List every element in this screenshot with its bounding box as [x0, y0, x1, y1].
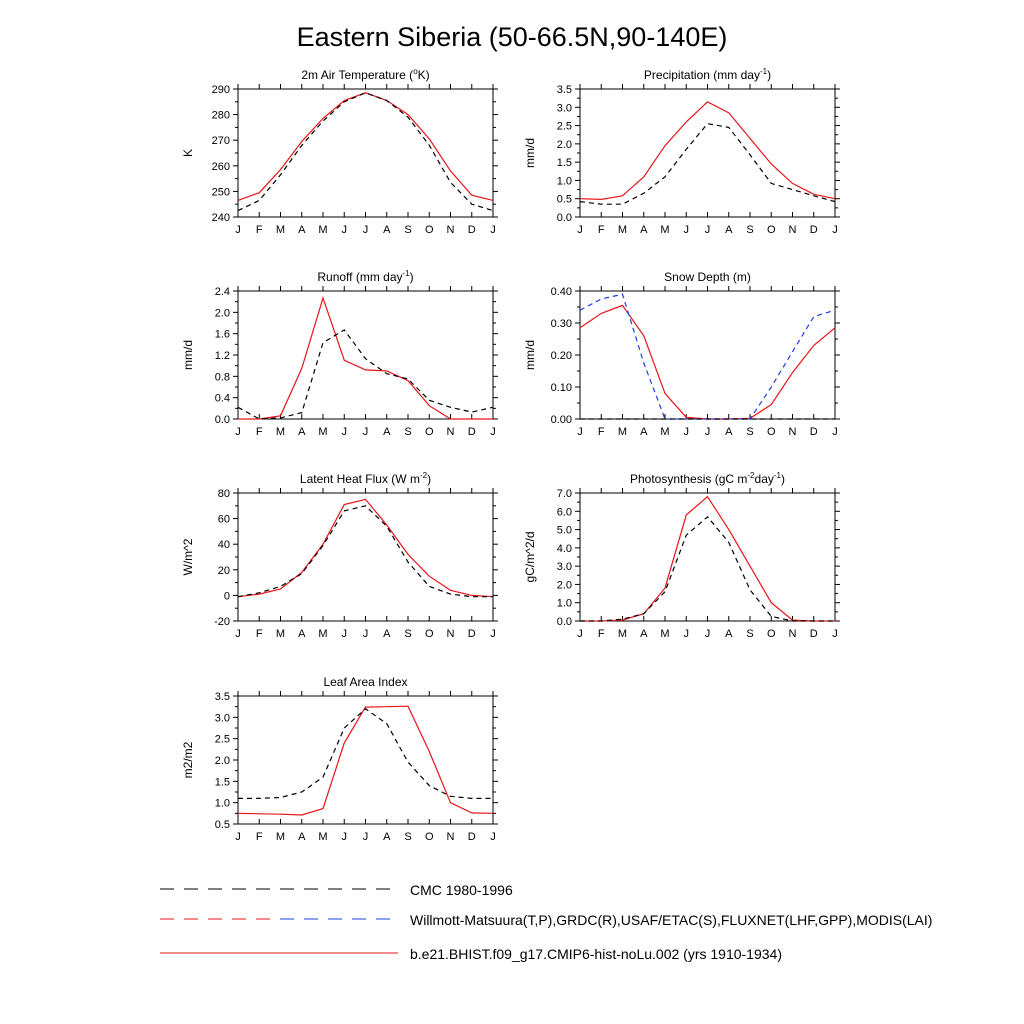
y-tick-label: 0.8 — [214, 371, 230, 384]
panel-5 — [523, 471, 840, 640]
panel-title — [630, 471, 785, 486]
y-tick-label: 0.0 — [556, 212, 572, 224]
y-tick-label: 0 — [223, 590, 230, 603]
panel-title-title-main: Latent Heat Flux (W m — [299, 472, 420, 486]
x-tick-label: S — [404, 426, 412, 438]
x-tick-label: A — [383, 426, 391, 438]
panel-title-title-main: Snow Depth (m) — [664, 270, 751, 284]
x-tick-label: M — [617, 224, 628, 236]
panel-title-title-sup: -2 — [419, 471, 428, 480]
x-tick-label: J — [577, 426, 583, 438]
x-tick-label: D — [467, 224, 476, 236]
panel-title — [644, 67, 771, 82]
x-tick-label: D — [467, 426, 476, 438]
y-axis-label: mm/d — [523, 340, 537, 370]
x-tick-label: J — [341, 628, 347, 640]
y-tick-label: 0.20 — [550, 350, 572, 362]
x-tick-label: N — [446, 426, 455, 438]
x-tick-label: N — [788, 224, 797, 236]
panel-title-title-main: Runoff (mm day — [317, 270, 403, 284]
x-tick-label: S — [746, 628, 754, 640]
panel-title — [301, 67, 429, 82]
x-tick-label: S — [404, 628, 412, 640]
y-tick-label: 2.0 — [214, 755, 230, 767]
y-tick-label: 240 — [211, 212, 230, 224]
y-tick-label: 0.4 — [214, 392, 230, 405]
y-tick-label: 60 — [217, 513, 230, 526]
series-line-model — [580, 102, 835, 200]
panel-title-title-sup: o — [413, 67, 418, 76]
y-tick-label: 250 — [211, 186, 230, 199]
y-tick-label: 1.2 — [214, 350, 230, 362]
y-tick-label: 2.5 — [556, 120, 572, 133]
y-tick-label: 270 — [211, 135, 230, 148]
x-tick-label: O — [766, 426, 776, 438]
x-tick-label: O — [424, 628, 434, 640]
x-tick-label: A — [383, 628, 391, 640]
x-tick-label: A — [298, 628, 306, 640]
x-tick-label: A — [725, 224, 733, 236]
legend — [160, 882, 932, 962]
y-tick-label: 7.0 — [556, 488, 572, 500]
x-tick-label: N — [788, 426, 797, 438]
x-tick-label: M — [318, 426, 328, 438]
legend-item-cmc — [160, 882, 513, 898]
x-tick-label: J — [832, 426, 838, 438]
y-tick-label: 2.0 — [556, 138, 572, 151]
x-tick-label: A — [298, 831, 306, 843]
panel-frame — [580, 493, 835, 621]
x-tick-label: J — [490, 426, 496, 438]
series-line-obs — [238, 709, 493, 799]
panel-title-title-tail2: ) — [781, 472, 785, 486]
x-tick-label: N — [788, 628, 797, 640]
y-tick-label: 20 — [217, 564, 230, 577]
x-tick-label: S — [746, 224, 754, 236]
panel-4 — [181, 471, 498, 640]
panel-title-title-main: 2m Air Temperature ( — [301, 68, 414, 82]
y-tick-label: 0.40 — [550, 286, 572, 298]
y-tick-label: 5.0 — [556, 524, 572, 537]
panel-frame — [238, 493, 493, 621]
x-tick-label: A — [725, 628, 733, 640]
x-tick-label: J — [362, 628, 369, 640]
y-tick-label: 2.0 — [556, 579, 572, 592]
panel-3 — [523, 270, 840, 438]
x-tick-label: A — [640, 426, 648, 438]
panel-title-title-tail: K) — [417, 68, 430, 82]
x-tick-label: S — [404, 831, 412, 843]
x-tick-label: M — [275, 426, 286, 438]
series-line-obs — [238, 506, 493, 597]
y-tick-label: 260 — [211, 160, 230, 173]
x-tick-label: J — [490, 628, 496, 640]
series-line-model — [238, 706, 493, 815]
x-tick-label: F — [255, 831, 263, 843]
series-line-obs — [238, 93, 493, 211]
y-tick-label: 1.6 — [214, 328, 230, 341]
x-tick-label: M — [318, 224, 328, 236]
series-line-obs — [580, 517, 835, 621]
y-tick-label: 0.00 — [550, 414, 572, 426]
x-tick-label: A — [383, 224, 391, 236]
x-tick-label: J — [704, 224, 711, 236]
y-tick-label: 0.5 — [556, 193, 572, 206]
x-tick-label: J — [362, 224, 369, 236]
y-tick-label: 0.30 — [550, 318, 572, 330]
x-tick-label: F — [255, 628, 263, 640]
y-axis-label: W/m^2 — [181, 538, 195, 576]
panel-frame — [238, 291, 493, 419]
x-tick-label: M — [275, 628, 286, 640]
series-line-model — [580, 497, 835, 621]
x-tick-label: D — [467, 831, 476, 843]
x-tick-label: D — [809, 224, 818, 236]
x-tick-label: J — [832, 224, 838, 236]
x-tick-label: J — [704, 628, 711, 640]
y-tick-label: 6.0 — [556, 506, 572, 519]
panel-frame — [238, 89, 493, 217]
series-line-obs — [238, 330, 493, 419]
y-tick-label: 2.5 — [214, 733, 230, 746]
x-tick-label: J — [704, 426, 711, 438]
figure-title: Eastern Siberia (50-66.5N,90-140E) — [296, 22, 728, 52]
x-tick-label: J — [235, 628, 241, 640]
panel-title-title-tail: ) — [409, 270, 414, 284]
series-line-model — [238, 93, 493, 201]
x-tick-label: J — [235, 831, 241, 843]
x-tick-label: S — [746, 426, 754, 438]
y-tick-label: 1.0 — [556, 597, 572, 610]
legend-label-cmc: CMC 1980-1996 — [410, 882, 513, 898]
x-tick-label: N — [446, 224, 455, 236]
y-axis-label: gC/m^2/d — [523, 531, 537, 583]
x-tick-label: M — [318, 831, 328, 843]
x-tick-label: J — [362, 426, 369, 438]
x-tick-label: O — [424, 224, 434, 236]
x-tick-label: J — [490, 224, 496, 236]
x-tick-label: M — [660, 628, 670, 640]
y-tick-label: 1.5 — [214, 776, 230, 789]
x-tick-label: M — [617, 628, 628, 640]
y-tick-label: 0.10 — [550, 382, 572, 394]
panel-title — [317, 269, 413, 284]
x-tick-label: M — [275, 831, 286, 843]
x-tick-label: F — [255, 426, 263, 438]
y-tick-label: 3.0 — [556, 561, 572, 574]
panels — [181, 67, 840, 843]
y-axis-label: m2/m2 — [181, 741, 195, 779]
panel-title — [664, 270, 751, 284]
panel-title-title-sup2: -1 — [773, 471, 781, 480]
panel-title — [323, 675, 407, 689]
x-tick-label: D — [809, 426, 818, 438]
panel-6 — [181, 675, 498, 843]
x-tick-label: D — [467, 628, 476, 640]
panel-1 — [523, 67, 840, 236]
y-tick-label: 2.4 — [214, 286, 230, 298]
x-tick-label: J — [683, 628, 689, 640]
x-tick-label: F — [255, 224, 263, 236]
x-tick-label: F — [597, 426, 605, 438]
y-tick-label: 1.5 — [556, 157, 572, 170]
x-tick-label: J — [490, 831, 496, 843]
panel-title-title-tail: ) — [427, 472, 432, 486]
series-line-cmc — [580, 294, 835, 419]
x-tick-label: J — [832, 628, 838, 640]
y-tick-label: 40 — [217, 539, 230, 552]
y-tick-label: 1.0 — [556, 175, 572, 188]
panel-title — [300, 471, 431, 486]
x-tick-label: J — [235, 224, 241, 236]
x-tick-label: J — [341, 831, 347, 843]
y-tick-label: -20 — [214, 616, 230, 628]
x-tick-label: J — [577, 224, 583, 236]
x-tick-label: M — [617, 426, 628, 438]
panel-title-title-main: Precipitation (mm day — [643, 68, 760, 82]
x-tick-label: O — [424, 831, 434, 843]
series-line-model — [238, 499, 493, 596]
x-tick-label: J — [235, 426, 241, 438]
x-tick-label: A — [640, 628, 648, 640]
x-tick-label: O — [766, 628, 776, 640]
y-tick-label: 0.5 — [214, 819, 230, 831]
y-axis-label: K — [181, 148, 195, 158]
panel-title-title-tail: day — [754, 472, 774, 486]
y-tick-label: 3.5 — [214, 691, 230, 703]
x-tick-label: O — [424, 426, 434, 438]
y-tick-label: 4.0 — [556, 542, 572, 555]
panel-title-title-tail: ) — [767, 68, 772, 82]
y-axis-label: mm/d — [181, 340, 195, 370]
x-tick-label: M — [318, 628, 328, 640]
panel-2 — [181, 269, 498, 438]
y-tick-label: 3.5 — [556, 84, 572, 96]
x-tick-label: J — [341, 224, 347, 236]
x-tick-label: A — [298, 224, 306, 236]
legend-label-obs: Willmott-Matsuura(T,P),GRDC(R),USAF/ETAC(S),FLUXNET(LHF,GPP),MODIS(LAI) — [410, 912, 933, 928]
x-tick-label: M — [275, 224, 286, 236]
x-tick-label: D — [809, 628, 818, 640]
y-tick-label: 80 — [217, 488, 230, 500]
y-tick-label: 1.0 — [214, 797, 230, 810]
legend-label-model: b.e21.BHIST.f09_g17.CMIP6-hist-noLu.002 (yrs 1910-1934) — [410, 946, 782, 962]
y-tick-label: 280 — [211, 109, 230, 122]
x-tick-label: A — [640, 224, 648, 236]
x-tick-label: M — [660, 426, 670, 438]
x-tick-label: S — [404, 224, 412, 236]
legend-item-model — [160, 946, 782, 962]
x-tick-label: A — [383, 831, 391, 843]
x-tick-label: N — [446, 628, 455, 640]
x-tick-label: A — [725, 426, 733, 438]
y-tick-label: 3.0 — [214, 712, 230, 725]
x-tick-label: J — [683, 224, 689, 236]
y-tick-label: 2.0 — [214, 307, 230, 320]
panel-title-title-sup: -1 — [759, 67, 768, 76]
panel-title-title-main: Photosynthesis (gC m — [630, 472, 748, 486]
x-tick-label: O — [766, 224, 776, 236]
series-line-obs — [580, 124, 835, 205]
panel-frame — [580, 291, 835, 419]
x-tick-label: F — [597, 628, 605, 640]
legend-item-obs — [160, 912, 932, 928]
panel-title-title-sup: -2 — [747, 471, 755, 480]
x-tick-label: M — [660, 224, 670, 236]
x-tick-label: A — [298, 426, 306, 438]
x-tick-label: F — [597, 224, 605, 236]
x-tick-label: J — [683, 426, 689, 438]
panel-frame — [580, 89, 835, 217]
y-tick-label: 3.0 — [556, 102, 572, 115]
series-line-model — [580, 305, 835, 419]
y-axis-label: mm/d — [523, 138, 537, 168]
y-tick-label: 290 — [211, 84, 230, 96]
panel-0 — [181, 67, 498, 236]
y-tick-label: 0.0 — [214, 414, 230, 426]
x-tick-label: J — [362, 831, 369, 843]
panel-title-title-sup: -1 — [402, 269, 410, 278]
x-tick-label: J — [577, 628, 583, 640]
x-tick-label: N — [446, 831, 455, 843]
x-tick-label: J — [341, 426, 347, 438]
panel-title-title-main: Leaf Area Index — [323, 675, 408, 689]
y-tick-label: 0.0 — [556, 616, 572, 628]
